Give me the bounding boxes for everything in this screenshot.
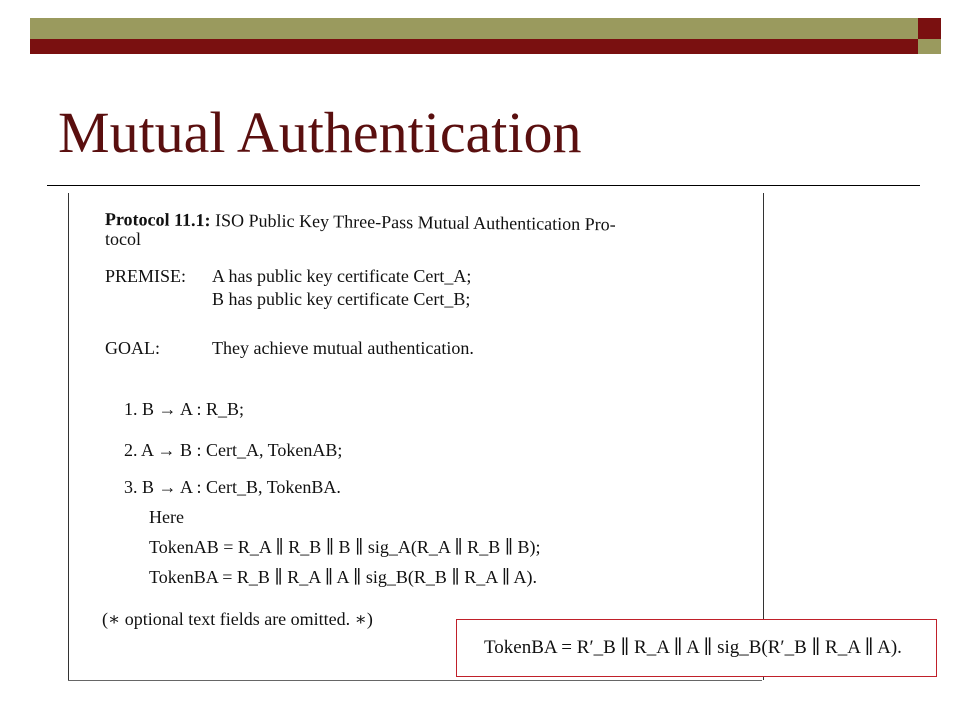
title-divider bbox=[47, 185, 920, 186]
protocol-scan bbox=[68, 193, 764, 680]
premise-b bbox=[212, 289, 470, 310]
protocol-number: Protocol 11.1: bbox=[104, 209, 211, 231]
premise-label: PREMISE: bbox=[105, 266, 187, 286]
goal-text: They achieve mutual authentication. bbox=[212, 338, 474, 358]
olive-square bbox=[918, 39, 941, 54]
maroon-square bbox=[918, 18, 941, 39]
protocol-step-1: 1. B → A : R_B; bbox=[124, 399, 245, 419]
slide-title: Mutual Authentication bbox=[58, 100, 582, 165]
corrected-token-ba-formula: TokenBA = R′_B ∥ R_A ∥ A ∥ sig_B(R′_B ∥ R_A ∥ A). bbox=[484, 637, 902, 658]
goal-label: GOAL: bbox=[105, 338, 160, 358]
premise-a bbox=[212, 266, 471, 287]
protocol-name: ISO Public Key Three-Pass Mutual Authentication Pro- bbox=[214, 210, 616, 235]
here-label: Here bbox=[149, 507, 184, 527]
protocol-title bbox=[105, 209, 616, 235]
token-ba-definition: TokenBA = R_B ∥ R_A ∥ A ∥ sig_B(R_B ∥ R_A ∥ A). bbox=[149, 567, 538, 587]
protocol-step-2: 2. A → B : Cert_A, TokenAB; bbox=[124, 440, 343, 460]
protocol-step-3: 3. B → A : Cert_B, TokenBA. bbox=[124, 477, 341, 497]
protocol-title-continued: tocol bbox=[105, 229, 141, 249]
olive-bar bbox=[30, 18, 918, 39]
maroon-bar bbox=[30, 39, 918, 54]
token-ab-definition: TokenAB = R_A ∥ R_B ∥ B ∥ sig_A(R_A ∥ R_B ∥ B); bbox=[149, 537, 541, 557]
protocol-note: (∗ optional text fields are omitted. ∗) bbox=[102, 609, 373, 629]
premise-b-text: B has public key certificate Cert_B; bbox=[212, 289, 471, 309]
scan-bottom-edge bbox=[68, 680, 762, 681]
corrected-token-ba-box bbox=[456, 619, 937, 677]
premise-a-text: A has public key certificate Cert_A; bbox=[212, 266, 472, 286]
top-decoration-bar bbox=[30, 18, 941, 39]
